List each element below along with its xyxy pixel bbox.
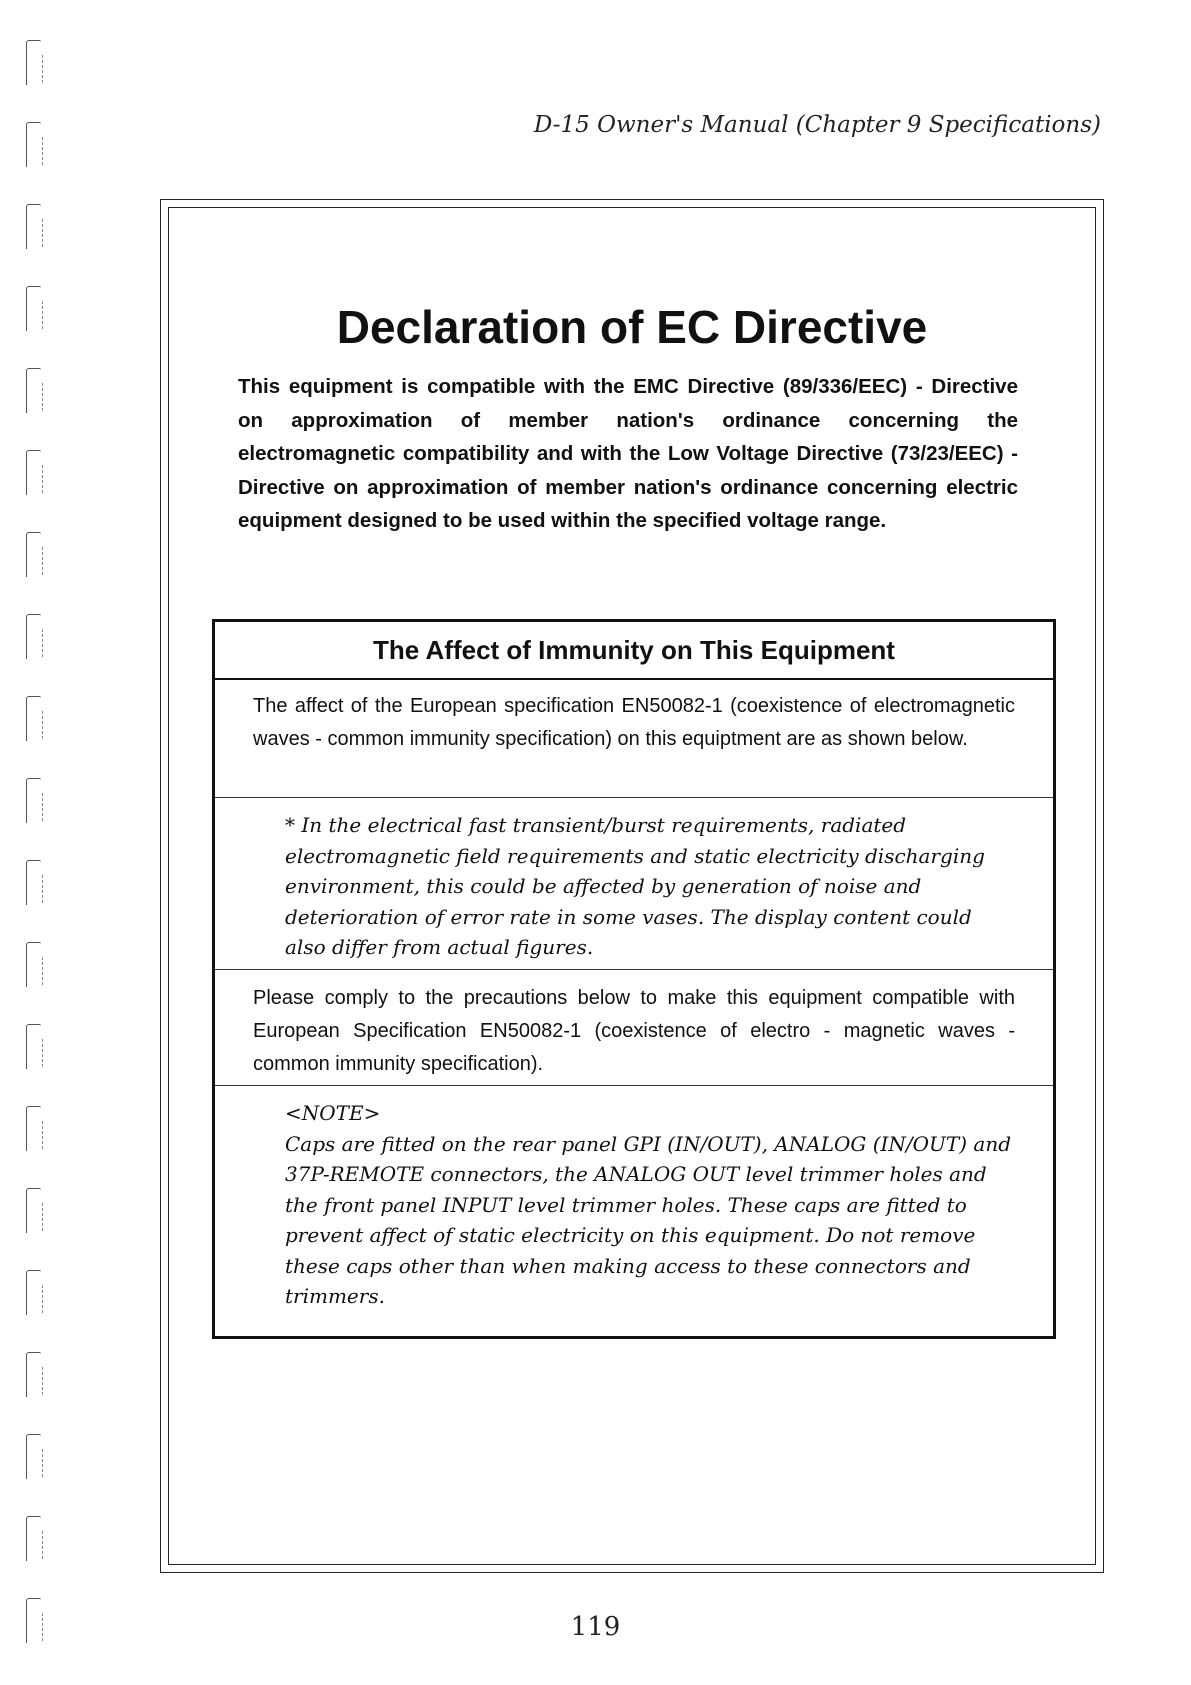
binder-ring [26, 1352, 41, 1397]
immunity-heading: The Affect of Immunity on This Equipment [215, 622, 1053, 680]
directive-statement: This equipment is compatible with the EMC Directive (89/336/EEC) - Directive on approximation of member nation's ordinance concerning the electromagnetic compatibility and with the Low Voltage Directive (73/23/EEC) - Directive on approximation of member nation's ordinance concerning electric equipment designed to be used within the specified voltage range. [238, 375, 1018, 532]
binder-ring [26, 1270, 41, 1315]
page-title: Declaration of EC Directive [336, 301, 928, 353]
precautions-text: Please comply to the precautions below to make this equipment compatible with European Specification EN50082-1 (coexistence of electro - magnetic waves - common immunity specification). [253, 987, 1015, 1075]
binder-ring [26, 778, 41, 823]
binder-ring [26, 1516, 41, 1561]
binder-ring [26, 204, 41, 249]
binder-ring [26, 1188, 41, 1233]
effects-note-text: * In the electrical fast transient/burst requirements, radiated electromagnetic field requirements and static electricity discharging environment, this could be affected by generation of noise and deterioration of error rate in some vases. The display content could also differ from actual figures. [285, 813, 985, 959]
binder-ring [26, 450, 41, 495]
binder-ring [26, 40, 41, 85]
binder-ring [26, 286, 41, 331]
immunity-section-precautions [215, 970, 1053, 1086]
immunity-section-effects [215, 798, 1053, 970]
immunity-section-note [215, 1086, 1053, 1312]
immunity-section-intro [215, 680, 1053, 798]
note-label: <NOTE> [285, 1101, 381, 1125]
binder-ring [26, 1024, 41, 1069]
binder-ring [26, 860, 41, 905]
binder-ring [26, 368, 41, 413]
running-header: D-15 Owner's Manual (Chapter 9 Specifications) [533, 112, 1101, 138]
binder-ring [26, 122, 41, 167]
page-number: 119 [570, 1612, 621, 1642]
note-text: Caps are fitted on the rear panel GPI (IN/OUT), ANALOG (IN/OUT) and 37P-REMOTE connectors, the ANALOG OUT level trimmer holes and the front panel INPUT level trimmer holes. These caps are fitted to prevent affect of static electricity on this equipment. Do not remove these caps other than when making access to these connectors and trimmers. [285, 1131, 1012, 1308]
binder-ring [26, 614, 41, 659]
binder-ring [26, 532, 41, 577]
immunity-box [212, 619, 1056, 1339]
binder-ring [26, 696, 41, 741]
immunity-intro-text: The affect of the European specification EN50082-1 (coexistence of electromagnetic waves - common immunity specification) on this equiptment are as shown below. [253, 695, 1015, 750]
binder-ring [26, 1434, 41, 1479]
binder-ring [26, 1106, 41, 1151]
binder-ring [26, 942, 41, 987]
